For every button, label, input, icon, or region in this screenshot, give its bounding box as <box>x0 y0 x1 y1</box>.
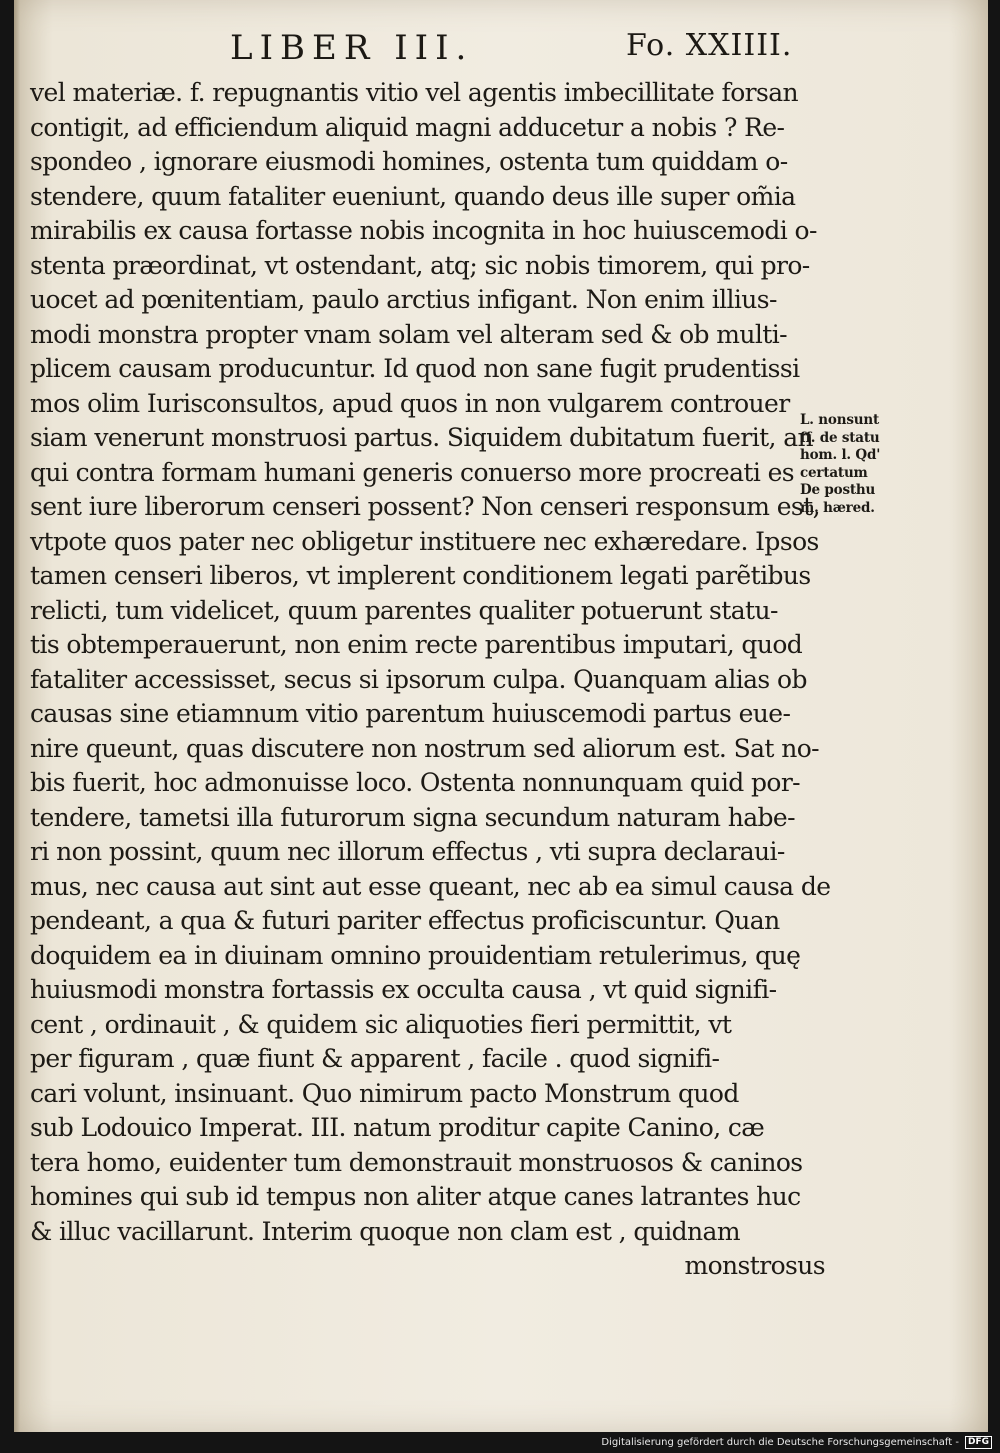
margin-note-line: hom. l. Qd' <box>800 447 881 463</box>
text-line: stenta præordinat, vt ostendant, atq; sic nobis timorem, qui pro- <box>30 250 810 280</box>
text-line: & illuc vacillarunt. Interim quoque non clam est , quidnam <box>30 1216 740 1246</box>
text-line: relicti, tum videlicet, quum parentes qualiter potuerunt statu- <box>30 595 778 625</box>
catchword: monstrosus <box>684 1251 825 1280</box>
text-line: doquidem ea in diuinam omnino prouidentiam retulerimus, quę <box>30 940 801 970</box>
text-line: mos olim Iurisconsultos, apud quos in non vulgarem controuer <box>30 388 790 418</box>
running-title: LIBER III. <box>230 28 474 68</box>
margin-note-line: L. nonsunt <box>800 412 879 428</box>
text-line: mus, nec causa aut sint aut esse queant, nec ab ea simul causa de <box>30 871 831 901</box>
text-line: sub Lodouico Imperat. III. natum proditur capite Canino, cæ <box>30 1113 765 1142</box>
text-line: siam venerunt monstruosi partus. Siquidem dubitatum fuerit, an <box>30 423 814 452</box>
text-line: causas sine etiamnum vitio parentum huiuscemodi partus eue- <box>30 699 791 728</box>
margin-notes <box>800 412 930 517</box>
text-line: spondeo , ignorare eiusmodi homines, ostenta tum quiddam o- <box>30 147 788 176</box>
funding-credit: Digitalisierung gefördert durch die Deutsche Forschungsgemeinschaft - <box>601 1436 959 1448</box>
margin-note-line: certatum <box>800 464 868 481</box>
footer-credit <box>601 1435 992 1449</box>
text-line: mirabilis ex causa fortasse nobis incognita in hoc huiuscemodi o- <box>30 216 817 245</box>
text-line: sent iure liberorum censeri possent? Non censeri responsum est, <box>30 492 820 521</box>
text-line: vel materiæ. f. repugnantis vitio vel agentis imbecillitate forsan <box>30 78 799 107</box>
text-line: tera homo, euidenter tum demonstrauit monstruosos & caninos <box>30 1147 803 1177</box>
text-line: uocet ad pœnitentiam, paulo arctius infigant. Non enim illius- <box>30 285 777 314</box>
body-text <box>30 76 831 1284</box>
text-line: fataliter accessisset, secus si ipsorum culpa. Quanquam alias ob <box>30 664 807 694</box>
text-line: contigit, ad efficiendum aliquid magni adducetur a nobis ? Re- <box>30 112 785 142</box>
margin-note-line: ff. de statu <box>800 429 880 446</box>
page-header <box>14 28 988 76</box>
text-line: homines qui sub id tempus non aliter atque canes latrantes huc <box>30 1182 801 1211</box>
folio-number: Fo. XXIIII. <box>626 28 793 63</box>
text-line: plicem causam producuntur. Id quod non sane fugit prudentissi <box>30 354 800 383</box>
text-line: nire queunt, quas discutere non nostrum sed aliorum est. Sat no- <box>30 733 820 763</box>
book-page <box>14 0 988 1432</box>
text-line: cent , ordinauit , & quidem sic aliquoties fieri permittit, vt <box>30 1009 732 1039</box>
text-line: modi monstra propter vnam solam vel alteram sed & ob multi- <box>30 319 787 349</box>
text-line: pendeant, a qua & futuri pariter effectus proficiscuntur. Quan <box>30 906 780 935</box>
text-line: stendere, quum fataliter eueniunt, quando deus ille super om̃ia <box>30 181 796 211</box>
text-line: tis obtemperauerunt, non enim recte parentibus imputari, quod <box>30 630 803 659</box>
text-line: tamen censeri liberos, vt implerent conditionem legati parẽtibus <box>30 561 811 590</box>
text-line: bis fuerit, hoc admonuisse loco. Ostenta nonnunquam quid por- <box>30 768 801 797</box>
text-line: tendere, tametsi illa futurorum signa secundum naturam habe- <box>30 802 795 832</box>
text-line: qui contra formam humani generis conuerso more procreati es <box>30 457 794 487</box>
margin-note-line: De posthu <box>800 482 876 498</box>
text-line: cari volunt, insinuant. Quo nimirum pacto Monstrum quod <box>30 1078 739 1108</box>
margin-note-line: m. hæred. <box>800 499 875 516</box>
text-line: per figuram , quæ fiunt & apparent , facile . quod signifi- <box>30 1044 720 1073</box>
page-gutter-shadow <box>14 0 20 1432</box>
text-line: huiusmodi monstra fortassis ex occulta causa , vt quid signifi- <box>30 975 777 1004</box>
text-line: vtpote quos pater nec obligetur instituere nec exhæredare. Ipsos <box>30 526 819 556</box>
dfg-logo: DFG <box>965 1436 992 1449</box>
text-line: ri non possint, quum nec illorum effectus , vti supra declaraui- <box>30 837 785 866</box>
